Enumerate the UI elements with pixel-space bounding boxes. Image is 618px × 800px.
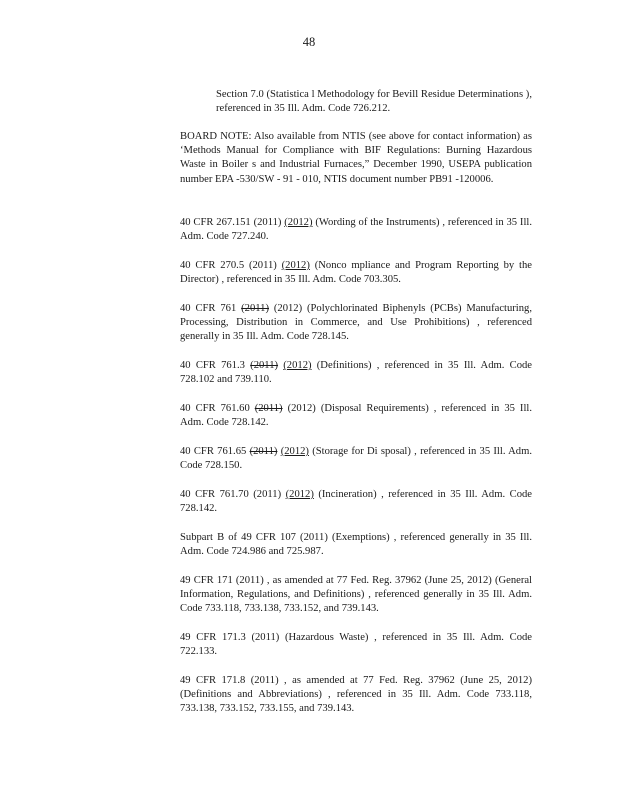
page-number: 48 — [302, 35, 316, 49]
deleted-text: (2011) — [250, 360, 279, 371]
inserted-text: (2012) — [283, 360, 312, 371]
paragraph-40cfr-267-151 — [180, 216, 532, 244]
inserted-text: (2012) — [280, 446, 309, 457]
citation-text: (Incineration) , referenced in 35 Ill. Adm. Code 728.142. — [180, 489, 532, 515]
paragraph-49cfr-171-3 — [180, 631, 532, 659]
paragraph-40cfr-761 — [180, 302, 532, 345]
citation-text: 49 CFR 171.8 (2011) , as amended at 77 Fed. Reg. 37962 (June 25, 2012) (Definitions and Abbreviations) , referenced in 35 Ill. Adm. Code 733.118, 733.138, 733.152, 733.155, and 739.143. — [180, 675, 532, 715]
paragraph-40cfr-270-5 — [180, 259, 532, 287]
inserted-text: (2012) — [281, 260, 310, 271]
inserted-text: (2012) — [284, 217, 313, 228]
citation-text: Subpart B of 49 CFR 107 (2011) (Exemptions) , referenced generally in 35 Ill. Adm. Code 724.986 and 725.987. — [180, 532, 532, 558]
deleted-text: (2011) — [249, 446, 278, 457]
paragraph-40cfr-761-70 — [180, 488, 532, 516]
citation-text: BOARD NOTE: Also available from NTIS (see above for contact information) as ‘Methods Manual for Compliance with BIF Regulations: Burning Hazardous Waste in Boiler s and Industrial Furnaces,” December 1990, USEPA publication number EPA -530/SW - 91 - 010, NTIS document number PB91 -120006. — [180, 131, 532, 185]
citation-text: (2012) (Polychlorinated Biphenyls (PCBs) Manufacturing, Processing, Distribution in Commerce, and Use Prohibitions) , referenced generally in 35 Ill. Adm. Code 728.145. — [180, 303, 532, 343]
citation-text: 40 CFR 761.60 — [180, 403, 255, 414]
citation-text: (Nonco mpliance and Program Reporting by the Director) , referenced in 35 Ill. Adm. Code 703.305. — [180, 260, 532, 286]
paragraph-40cfr-761-65 — [180, 445, 532, 473]
citation-text: 40 CFR 761.3 — [180, 360, 251, 371]
citation-text: 49 CFR 171 (2011) , as amended at 77 Fed. Reg. 37962 (June 25, 2012) (General Information, Regulations, and Definitions) , referenced generally in 35 Ill. Adm. Code 733.118, 733.138, 733.152, and 739.143. — [180, 575, 532, 615]
paragraph-board-note — [180, 130, 532, 187]
citation-text: (Wording of the Instruments) , referenced in 35 Ill. Adm. Code 727.240. — [180, 217, 532, 243]
citation-text: 40 CFR 267.151 (2011) — [180, 217, 285, 228]
paragraph-section-7-methodology — [216, 88, 532, 116]
citation-text: 40 CFR 761 — [180, 303, 242, 314]
paragraph-40cfr-761-3 — [180, 359, 532, 387]
citation-text: (2012) (Disposal Requirements) , referenced in 35 Ill. Adm. Code 728.142. — [180, 403, 532, 429]
paragraph-49cfr-171 — [180, 574, 532, 617]
citation-text: (Definitions) , referenced in 35 Ill. Adm. Code 728.102 and 739.110. — [180, 360, 532, 386]
paragraph-49cfr-171-8 — [180, 674, 532, 717]
deleted-text: (2011) — [254, 403, 283, 414]
citation-text: 40 CFR 270.5 (2011) — [180, 260, 282, 271]
inserted-text: (2012) — [285, 489, 314, 500]
deleted-text: (2011) — [241, 303, 269, 314]
citation-text: Section 7.0 (Statistica l Methodology for Bevill Residue Determinations ), referenced in 35 Ill. Adm. Code 726.212. — [216, 89, 532, 115]
citation-text: 40 CFR 761.65 — [180, 446, 250, 457]
citation-text: (Storage for Di sposal) , referenced in 35 Ill. Adm. Code 728.150. — [180, 446, 532, 472]
paragraph-49cfr-107-subpart-b — [180, 531, 532, 559]
paragraph-40cfr-761-60 — [180, 402, 532, 430]
citation-text: 40 CFR 761.70 (2011) — [180, 489, 286, 500]
citation-text: 49 CFR 171.3 (2011) (Hazardous Waste) , referenced in 35 Ill. Adm. Code 722.133. — [180, 632, 532, 658]
